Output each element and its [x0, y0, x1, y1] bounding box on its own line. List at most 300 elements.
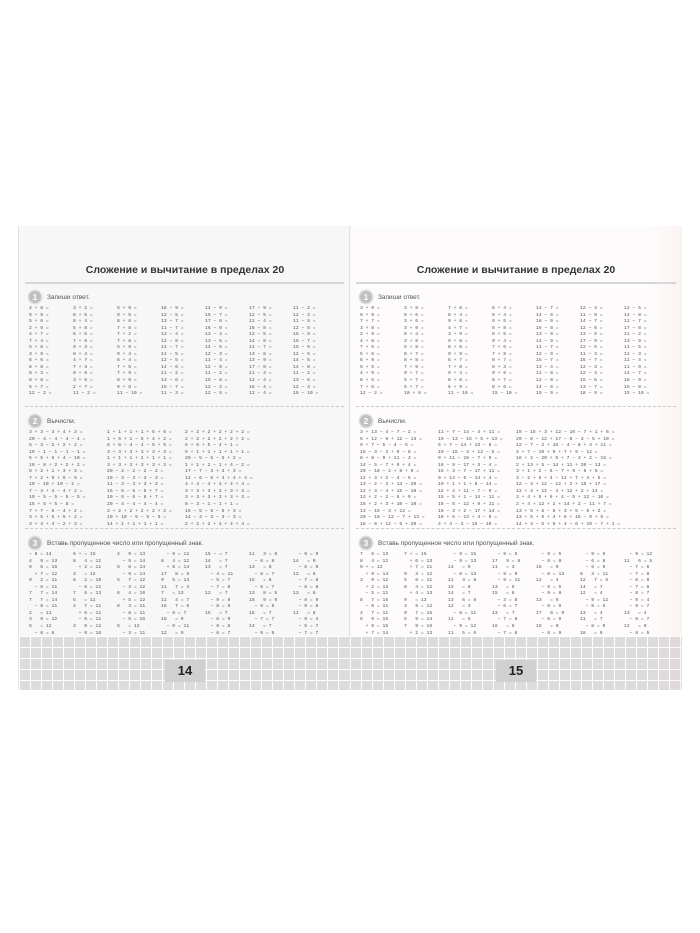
- exercise-number-badge: 2: [360, 415, 372, 427]
- equation: − 8 = 7: [161, 610, 187, 616]
- equation: 13 − 6 =: [293, 378, 316, 384]
- equation: 10 − 10 + 10 − 2 =: [29, 482, 80, 488]
- equation: 15 − 5 − 5 − 5 + 7 =: [107, 488, 164, 494]
- equation: 3 + 8 =: [404, 338, 424, 344]
- equation: − 9 = 16: [73, 630, 102, 636]
- equation: 4 9 = 13: [117, 552, 146, 557]
- equation: 12 − 3 =: [624, 351, 647, 357]
- equation: 1 + 5 + 1 − 5 + 4 + 2 =: [107, 436, 172, 442]
- equation: 6 + 6 − 4 − 4 − 5 + 5 =: [107, 443, 172, 449]
- equation: 16 − 9 =: [624, 378, 647, 384]
- equation: 4 + 4 − 4 + 4 + 4 + 4 =: [185, 482, 250, 488]
- equation: 9 + 4 =: [492, 312, 512, 318]
- equation: 8 + 8 =: [29, 378, 49, 384]
- equation: 14 + 4 − 5 + 6 + 4 − 6 + 10 − 7 + 1 =: [516, 521, 621, 527]
- equation: − 8 = 6: [29, 630, 55, 636]
- equation: 13 − 9 =: [249, 358, 272, 364]
- equation: 11 4 = 7: [161, 597, 190, 603]
- equation: 12 − 8 =: [161, 338, 184, 344]
- equation: 20 − 18 − 2 + 8 + 9 =: [360, 469, 420, 475]
- equation: 5 + 7 =: [404, 384, 424, 390]
- equation: 12 = 5: [448, 617, 471, 623]
- equation: 13 = 6: [293, 591, 316, 597]
- equation: 11 − 8 =: [536, 371, 559, 377]
- equation: + 7 = 11: [404, 565, 433, 571]
- equation: 7 = 13: [161, 591, 184, 597]
- equation: 11 − 5 =: [161, 351, 184, 357]
- equation: − 8 = 8: [205, 604, 231, 610]
- equation: 12 − 5 =: [293, 351, 316, 357]
- equation: 9 3 = 12: [404, 571, 433, 577]
- exercise-instruction: Запиши ответ.: [47, 293, 90, 301]
- equation: − 8 = 14: [29, 552, 52, 557]
- equation: 7 + = 15: [404, 552, 427, 557]
- equation: 15 − 5 + 1 − 14 − 11 =: [438, 495, 500, 501]
- equation: 8 + 3 =: [29, 371, 49, 377]
- equation: 3 + 9 =: [29, 351, 49, 357]
- equation: 3 + 9 =: [448, 332, 468, 338]
- exercise-grid: [29, 306, 340, 398]
- equation: 15 − 3 − 3 + 9 − 8 =: [360, 449, 417, 455]
- equation: 7 + 5 =: [360, 345, 380, 351]
- equation: − 8 = 9: [293, 597, 319, 603]
- equation: 8 + 5 =: [360, 378, 380, 384]
- equation: 6 + 6 =: [29, 358, 49, 364]
- equation: 8 + 8 − 9 + 11 − 3 =: [360, 456, 417, 462]
- equation: 14 − 8 =: [293, 364, 316, 370]
- equation: − 9 = 12: [624, 552, 653, 557]
- equation: 14 = 7: [580, 584, 603, 590]
- equation: 8 + 6 =: [404, 312, 424, 318]
- equation: 3 + 9 =: [404, 325, 424, 331]
- equation: − 7 = 7: [249, 617, 275, 623]
- equation: 11 − 7 =: [161, 325, 184, 331]
- equation: 11 − 4 =: [249, 319, 272, 325]
- equation: 14 = 7: [448, 591, 471, 597]
- equation: − 9 = 7: [624, 604, 650, 610]
- equation: − 6 = 8: [249, 558, 275, 564]
- equation: 12 − 2 =: [29, 391, 52, 397]
- equation: − 8 = 11: [360, 604, 389, 610]
- equation: 7 + 8 =: [448, 364, 468, 370]
- equation: 12 − 2 =: [360, 391, 383, 397]
- equation: 3 + 1 + 2 − 6 − 7 + 9 − 8 + 5 =: [516, 469, 604, 475]
- equation: − 9 = 5: [492, 552, 518, 557]
- equation: 16 = 7: [249, 610, 272, 616]
- exercise-column: [107, 430, 185, 528]
- equation: − 6 = 5: [536, 584, 562, 590]
- equation: 13 − 4 =: [205, 332, 228, 338]
- equation: 8 + 8 =: [404, 358, 424, 364]
- exercise-grid: [360, 306, 672, 398]
- equation: − 5 = 7: [293, 624, 319, 630]
- equation: 6 8 = 14: [117, 565, 146, 571]
- equation: 11 = 3: [492, 565, 515, 571]
- equation: 11 3 = 8: [448, 578, 477, 584]
- equation: 15 − 10 =: [624, 391, 650, 397]
- equation: 11 − 4 =: [624, 358, 647, 364]
- equation: − 6 = 9: [536, 630, 562, 636]
- section-divider: [356, 528, 676, 529]
- equation: 5 + 5 + 5 + 4 − 10 =: [29, 456, 86, 462]
- equation: + 4 = 13: [404, 591, 433, 597]
- equation: 11 − 2 =: [73, 391, 96, 397]
- equation: 17 8 = 9: [161, 571, 190, 577]
- equation: 14 − 7 =: [624, 371, 647, 377]
- equation: 14 − 7 =: [580, 319, 603, 325]
- equation: 8 + 7 =: [404, 351, 424, 357]
- equation: − 5 = 11: [360, 591, 389, 597]
- equation: 6 + 4 =: [492, 306, 512, 311]
- equation: − 6 = 7: [205, 630, 231, 636]
- equation: 8 + 3 =: [492, 364, 512, 370]
- equation: 14 − 8 =: [249, 338, 272, 344]
- equation: 6 + 8 =: [360, 312, 380, 318]
- equation: − 9 = 13: [448, 558, 477, 564]
- exercise-column: [29, 430, 107, 528]
- equation: 7 + 7 =: [360, 319, 380, 325]
- equation: 14 = 7: [249, 624, 272, 630]
- equation: 12 − 5 =: [293, 325, 316, 331]
- equation: 3 + 3 − 3 + 4 + 3 =: [29, 430, 83, 435]
- equation: 10 + 1 + 1 + 6 − 14 =: [438, 482, 498, 488]
- equation: 17 − 9 =: [249, 306, 272, 311]
- equation: 4 + 7 =: [29, 332, 49, 338]
- equation: 13 + 5 + 6 + 4 + 6 + 16 − 9 + 5 =: [516, 515, 609, 521]
- equation: 13 = 4: [624, 610, 647, 616]
- equation: − 7 = 6: [624, 565, 650, 571]
- equation: − 9 = 6: [580, 552, 606, 557]
- equation: 19 − 13 − 15 + 5 + 13 =: [438, 436, 503, 442]
- equation: 11 7 = 4: [161, 584, 190, 590]
- equation: 3 + 8 =: [360, 325, 380, 331]
- equation: 3 9 = 12: [404, 604, 433, 610]
- equation: 3 = 12: [73, 571, 96, 577]
- equation: 6 + 9 =: [448, 384, 468, 390]
- equation: 11 − 3 =: [580, 351, 603, 357]
- equation: 12 − 5 =: [580, 345, 603, 351]
- equation: 11 − 5 =: [624, 345, 647, 351]
- equation: 16 − 4 =: [249, 384, 272, 390]
- equation: 12 − 6 − 6 + 4 + 4 + 4 =: [185, 475, 253, 481]
- equation: 7 7 = 14: [29, 597, 58, 603]
- equation: 16 − 8 =: [536, 325, 559, 331]
- equation: 7 + 6 =: [448, 306, 468, 311]
- equation: − 8 = 9: [580, 624, 606, 630]
- equation: 8 4 = 12: [73, 558, 102, 564]
- equation: 17 − 8 =: [249, 364, 272, 370]
- equation: 2 + 2 + 2 + 2 + 2 + 2 =: [107, 508, 172, 514]
- equation: 17 − 7 − 3 + 3 + 3 =: [185, 469, 242, 475]
- equation: 11 − 10 =: [448, 391, 474, 397]
- equation: 14 = 9: [448, 565, 471, 571]
- equation: 13 = 6: [492, 584, 515, 590]
- equation: 15 − 10 =: [293, 391, 319, 397]
- equation: 5 6 = 11: [404, 578, 433, 584]
- equation: 2 + 2 + 2 + 2 + 2 + 2 =: [185, 430, 250, 435]
- equation: − 8 = 7: [624, 617, 650, 623]
- equation: − 4 = 11: [205, 571, 234, 577]
- equation: 16 + 2 − 20 + 9 + 7 − 3 + 2 − 15 =: [516, 456, 612, 462]
- equation: 4 + 7 − 10 + 9 + 7 + 9 − 12 =: [516, 449, 598, 455]
- equation: 9 7 = 15: [404, 610, 433, 616]
- equation: 8 + 6 =: [492, 384, 512, 390]
- page-number: 14: [165, 660, 205, 682]
- equation: 8 + 6 =: [448, 345, 468, 351]
- equation: 5 + 7 − 14 + 13 − 8 =: [438, 443, 498, 449]
- equation: 2 + 9 =: [29, 325, 49, 331]
- equation: 15 = 7: [205, 610, 228, 616]
- equation: − 6 = 9: [624, 578, 650, 584]
- exercise-header: [360, 290, 672, 304]
- equation: 11 − 7 =: [536, 345, 559, 351]
- equation: 14 − 5 =: [293, 358, 316, 364]
- equation: − 5 = 16: [117, 617, 146, 623]
- equation: − 8 = 7: [624, 591, 650, 597]
- equation: − 7 = 6: [624, 584, 650, 590]
- equation: 9 + 9 =: [73, 371, 93, 377]
- equation: 7 + 9 =: [404, 364, 424, 370]
- equation: 12 − 3 =: [293, 312, 316, 318]
- equation: 10 + 10 − 5 − 5 − 5 =: [107, 515, 167, 521]
- equation: 2 + 2 + 2 + 4 + 4 + 4 =: [185, 521, 250, 527]
- equation: 3 + 8 =: [404, 306, 424, 311]
- equation: 11 − 2 =: [293, 371, 316, 377]
- equation: − 9 = 12: [448, 624, 477, 630]
- equation: 19 − 15 − 3 + 12 − 5 =: [438, 449, 500, 455]
- equation: 4 + 7 =: [73, 358, 93, 364]
- equation: 11 − 2 =: [161, 371, 184, 377]
- equation: + 2 = 13: [360, 584, 389, 590]
- equation: 20 − 4 − 4 − 4 − 4 =: [107, 502, 164, 508]
- equation: 12 − 6 =: [580, 325, 603, 331]
- equation: 8 + 4 =: [448, 312, 468, 318]
- equation: 9 + 11 − 18 − 7 + 9 =: [438, 456, 498, 462]
- equation: 17 − 8 =: [624, 325, 647, 331]
- equation: 6 − 3 − 2 + 2 + 2 =: [29, 443, 83, 449]
- exercise-instruction: Вставь пропущенное число или пропущенный знак.: [47, 539, 204, 547]
- equation: 14 − 5 − 7 + 9 + 4 =: [360, 462, 417, 468]
- equation: 8 3 = 11: [117, 604, 146, 610]
- equation: 8 4 = 12: [360, 558, 389, 564]
- equation: 12 − 4 =: [249, 378, 272, 384]
- equation: 3 + 5 + 5 + 5 + 2 =: [29, 515, 83, 521]
- equation: 10 + 8 =: [404, 391, 427, 397]
- equation: 4 + 8 =: [360, 338, 380, 344]
- equation: − 9 = 9: [293, 552, 319, 557]
- equation: 3 + 9 =: [360, 306, 380, 311]
- section-divider: [25, 528, 344, 529]
- equation: − 9 = 9: [492, 571, 518, 577]
- equation: 17 9 = 8: [492, 558, 521, 564]
- equation: − 6 = 7: [249, 584, 275, 590]
- equation: 17 − 9 =: [580, 338, 603, 344]
- equation: 14 − 9 =: [536, 338, 559, 344]
- equation: − 9 = 9: [249, 630, 275, 636]
- equation: 3 + 3 + 3 + 3 + 3 + 3 =: [185, 495, 250, 501]
- equation: 14 − 6 =: [536, 384, 559, 390]
- equation: + 5 = 12: [117, 597, 146, 603]
- equation: 5 7 = 12: [117, 578, 146, 584]
- exercise-number-badge: 3: [360, 537, 372, 549]
- equation: − 6 = 9: [293, 565, 319, 571]
- equation: 5 + 7 =: [29, 384, 49, 390]
- exercise-instruction: Вставь пропущенное число или пропущенный знак.: [378, 539, 535, 547]
- exercise-column: [249, 306, 293, 398]
- equation: 6 + = 15: [73, 552, 96, 557]
- equation: − 7 = 8: [624, 571, 650, 577]
- equation: 13 = 7: [205, 565, 228, 571]
- equation: 8 − 3 − 1 − 1 + 1 =: [185, 502, 239, 508]
- exercise-instruction: Вычисли.: [378, 417, 407, 425]
- equation: 7 + 3 =: [73, 364, 93, 370]
- equation: 15 − = 7: [205, 552, 228, 557]
- equation: + 7 = 12: [29, 571, 58, 577]
- equation: 7 + 2 =: [117, 332, 137, 338]
- equation: 13 = 4: [580, 610, 603, 616]
- equation: 12 − 4 =: [580, 371, 603, 377]
- equation: 9 + 9 =: [492, 371, 512, 377]
- equation: 16 = 8: [492, 624, 515, 630]
- equation: − 9 = 8: [205, 597, 231, 603]
- equation: 6 + 9 =: [360, 358, 380, 364]
- equation: 14 − 7 =: [249, 345, 272, 351]
- equation: 15 − 5 − 5 − 5 + 3 =: [185, 508, 242, 514]
- equation: 8 + 8 =: [117, 319, 137, 325]
- equation: 11 5 = 6: [448, 630, 477, 636]
- equation: 8 4 = 12: [404, 584, 433, 590]
- equation: 3 + 4 + 4 − 2 + 3 =: [29, 521, 83, 527]
- equation: 9 + 9 =: [448, 351, 468, 357]
- equation: 12 − 8 =: [536, 378, 559, 384]
- equation: 13 − 8 =: [249, 351, 272, 357]
- equation: 5 = 12: [73, 597, 96, 603]
- equation: − 6 = 9: [580, 565, 606, 571]
- equation: 2 + 7 =: [73, 384, 93, 390]
- equation: 18 − 9 =: [536, 319, 559, 325]
- equation: 15 − 9 =: [293, 345, 316, 351]
- equation: 3 + 3 + 3 + 3 + 3 + 3 =: [185, 488, 250, 494]
- equation: 17 − 8 =: [205, 319, 228, 325]
- equation: 12 − 7 =: [624, 319, 647, 325]
- equation: 8 + 9 =: [117, 378, 137, 384]
- exercise-column: [360, 306, 404, 398]
- equation: 16 − 7 =: [580, 358, 603, 364]
- equation: 12 + 3 − 4 + 15 − 10 =: [360, 488, 422, 494]
- equation: 11 + 7 − 14 − 4 + 11 =: [438, 430, 500, 435]
- equation: 15 = 8: [448, 584, 471, 590]
- equation: 11 − 9 =: [624, 364, 647, 370]
- exercise-number-badge: 1: [29, 291, 41, 303]
- equation: 8 + 7 =: [492, 358, 512, 364]
- exercise-grid: [29, 430, 340, 528]
- equation: 10 − 8 + 2 + 2 + 2 =: [29, 462, 86, 468]
- equation: 14 − 8 =: [624, 312, 647, 318]
- equation: 6 9 = 15: [360, 617, 389, 623]
- equation: − 8 = 13: [536, 571, 565, 577]
- equation: − 8 = 9: [249, 604, 275, 610]
- equation: + 6 = 13: [404, 558, 433, 564]
- equation: 18 9 = 9: [249, 597, 278, 603]
- equation: 12 − 9 =: [205, 364, 228, 370]
- equation: 7 + 8 =: [117, 338, 137, 344]
- equation: 5 + 1 + 1 + 1 + 1 + 1 =: [185, 449, 250, 455]
- equation: − 8 = 11: [117, 610, 146, 616]
- equation: 19 − 9 =: [536, 391, 559, 397]
- exercise-column: [117, 306, 161, 398]
- equation: 12 − 4 =: [293, 384, 316, 390]
- equation: 18 − 9 =: [161, 306, 184, 311]
- equation: 13 − 9 =: [624, 338, 647, 344]
- equation: 16 = 9: [536, 565, 559, 571]
- equation: 15 − 9 =: [293, 332, 316, 338]
- equation: 9 6 = 16: [29, 565, 58, 571]
- equation: 13 8 = 5: [249, 591, 278, 597]
- equation: + 8 = 14: [161, 565, 190, 571]
- equation: 11 = 7: [580, 617, 603, 623]
- equation: 15 = 8: [249, 578, 272, 584]
- equation: 12 − 4 + 12 − 12 + 2 + 15 + 17 =: [516, 482, 607, 488]
- page-left: [18, 226, 350, 690]
- equation: 20 − 5 − 5 − 5 + 2 =: [185, 456, 242, 462]
- equation: 18 − 5 − 12 + 9 + 11 =: [438, 502, 500, 508]
- equation: 13 − 2 − 3 + 14 − 20 =: [360, 482, 422, 488]
- equation: 14 + 1 + 1 + 1 + 1 =: [107, 521, 164, 527]
- equation: 14 − 6 =: [536, 312, 559, 318]
- exercise-header: [360, 536, 672, 550]
- exercise-2: [29, 414, 340, 528]
- equation: − 9 = 11: [492, 578, 521, 584]
- equation: 6 + 4 =: [117, 358, 137, 364]
- equation: 16 − 7 =: [293, 338, 316, 344]
- equation: 3 9 = 12: [73, 624, 102, 630]
- equation: 3 9 = 12: [360, 578, 389, 584]
- exercise-number-badge: 2: [29, 415, 41, 427]
- equation: 12 − 5 =: [161, 358, 184, 364]
- equation: 15 − 10 =: [492, 391, 518, 397]
- equation: 16 7 = 9: [161, 604, 190, 610]
- equation: − 6 = 7: [492, 604, 518, 610]
- equation: 7 6 = 13: [360, 552, 389, 557]
- equation: 14 − 9 =: [205, 306, 228, 311]
- equation: 8 4 = 12: [161, 558, 190, 564]
- equation: 3 9 = 12: [29, 617, 58, 623]
- title-rule: [25, 282, 344, 284]
- equation: 7 + 2 + 9 + 9 − 9 =: [29, 475, 83, 481]
- equation: + 9 = 15: [360, 624, 389, 630]
- equation: − 6 = 11: [73, 584, 102, 590]
- equation: 16 + 3 − 7 − 17 + 11 =: [438, 469, 500, 475]
- equation: 11 − 2 =: [205, 371, 228, 377]
- equation: 6 + 7 =: [448, 358, 468, 364]
- equation: 12 + 3 + 2 − 4 − 5 =: [360, 475, 417, 481]
- equation: 9 + 9 =: [29, 312, 49, 318]
- equation: 7 − 4 + 4 − 4 + 2 =: [29, 488, 83, 494]
- equation: 13 = 6: [536, 597, 559, 603]
- exercise-number-badge: 1: [360, 291, 372, 303]
- equation: 17 8 = 9: [536, 610, 565, 616]
- equation: 8 + 6 =: [448, 378, 468, 384]
- equation: 11 − 2 =: [293, 306, 316, 311]
- equation: 14 − 5 =: [205, 345, 228, 351]
- equation: 9 + 5 =: [492, 319, 512, 325]
- open-workbook-spread: [18, 226, 682, 690]
- equation: 12 7 = 5: [580, 578, 609, 584]
- equation: − 9 = 4: [293, 617, 319, 623]
- equation: 9 + 2 + 1 + 3 + 3 =: [29, 469, 83, 475]
- equation: 15 = 8: [492, 591, 515, 597]
- exercise-grid: [360, 430, 672, 528]
